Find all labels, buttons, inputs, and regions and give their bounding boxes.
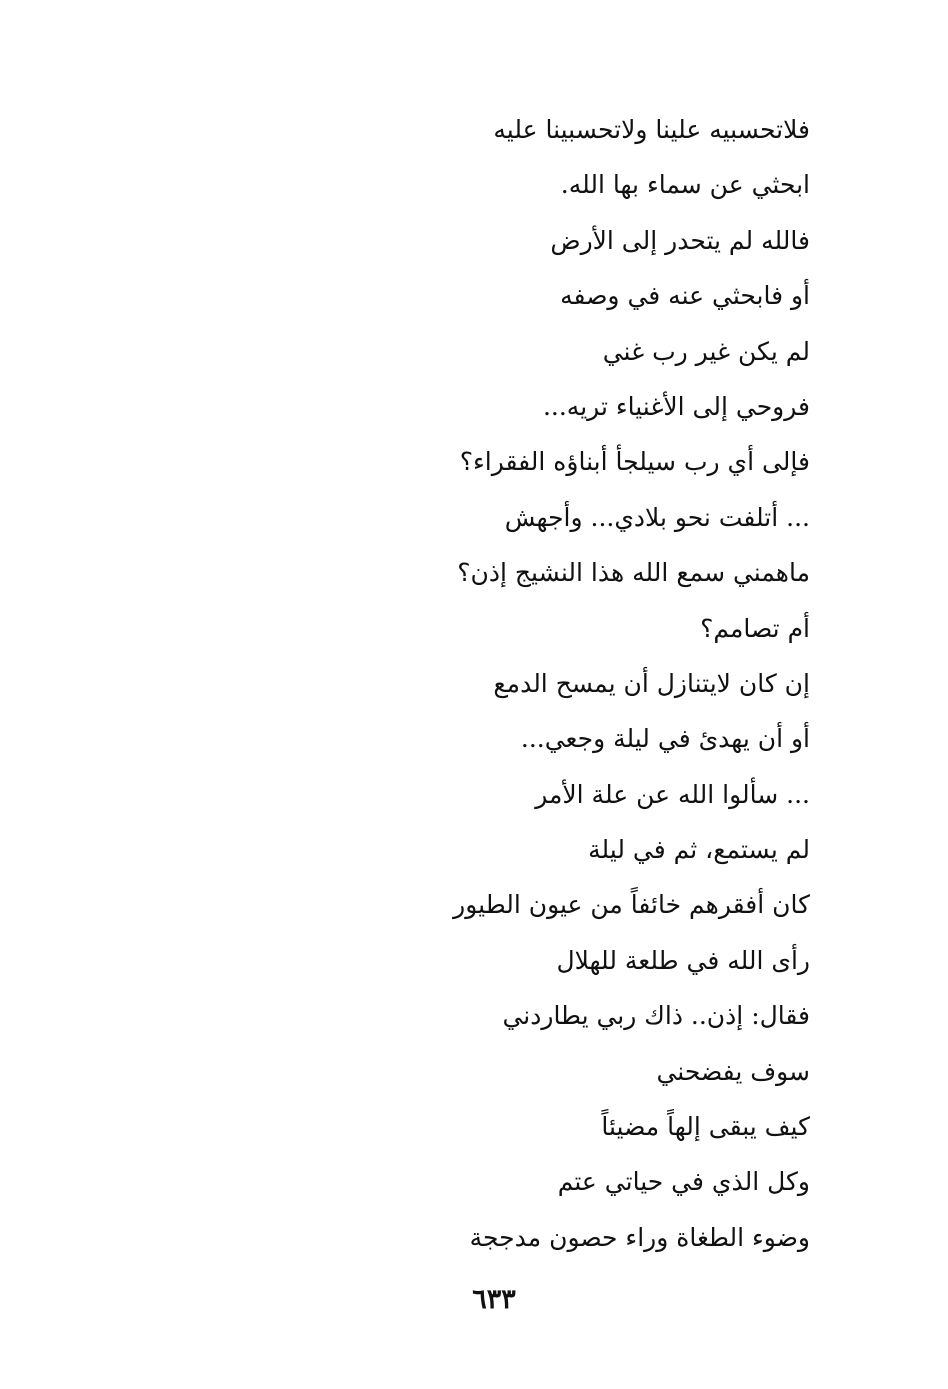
poem-line-15: كان أفقرهم خائفاً من عيون الطيور (453, 890, 810, 920)
poem-line-16: رأى الله في طلعة للهلال (556, 945, 810, 975)
poem-line-9: ماهمني سمع الله هذا النشيج إذن؟ (457, 558, 810, 588)
poem-line-7: فإلى أي رب سيلجأ أبناؤه الفقراء؟ (459, 447, 810, 477)
page-number: ٦٣٣ (472, 1284, 516, 1315)
poem-line-4: أو فابحثي عنه في وصفه (560, 281, 810, 311)
poem-line-8: ... أتلفت نحو بلادي... وأجهش (504, 502, 810, 532)
poem-line-2: ابحثي عن سماء بها الله. (560, 170, 810, 200)
poem-line-10: أم تصامم؟ (700, 613, 810, 643)
poem-line-11: إن كان لايتنازل أن يمسح الدمع (493, 668, 810, 698)
poem-line-13: ... سألوا الله عن علة الأمر (535, 779, 810, 809)
poem-line-19: كيف يبقى إلهاً مضيئاً (601, 1112, 810, 1142)
poem-line-21: وضوء الطغاة وراء حصون مدججة (469, 1222, 810, 1252)
poem-text (390, 102, 810, 1265)
poem-line-20: وكل الذي في حياتي عتم (557, 1167, 810, 1197)
poem-line-1: فلاتحسبيه علينا ولاتحسبينا عليه (493, 115, 810, 144)
poem-line-3: فالله لم يتحدر إلى الأرض (550, 225, 810, 255)
poem-line-12: أو أن يهدئ في ليلة وجعي... (520, 724, 810, 754)
poem-line-14: لم يستمع، ثم في ليلة (588, 835, 810, 865)
poem-line-18: سوف يفضحني (656, 1056, 810, 1086)
poem-line-6: فروحي إلى الأغنياء تريه... (542, 391, 810, 421)
poem-line-5: لم يكن غير رب غني (602, 336, 810, 366)
poem-line-17: فقال: إذن.. ذاك ربي يطاردني (502, 1001, 810, 1031)
